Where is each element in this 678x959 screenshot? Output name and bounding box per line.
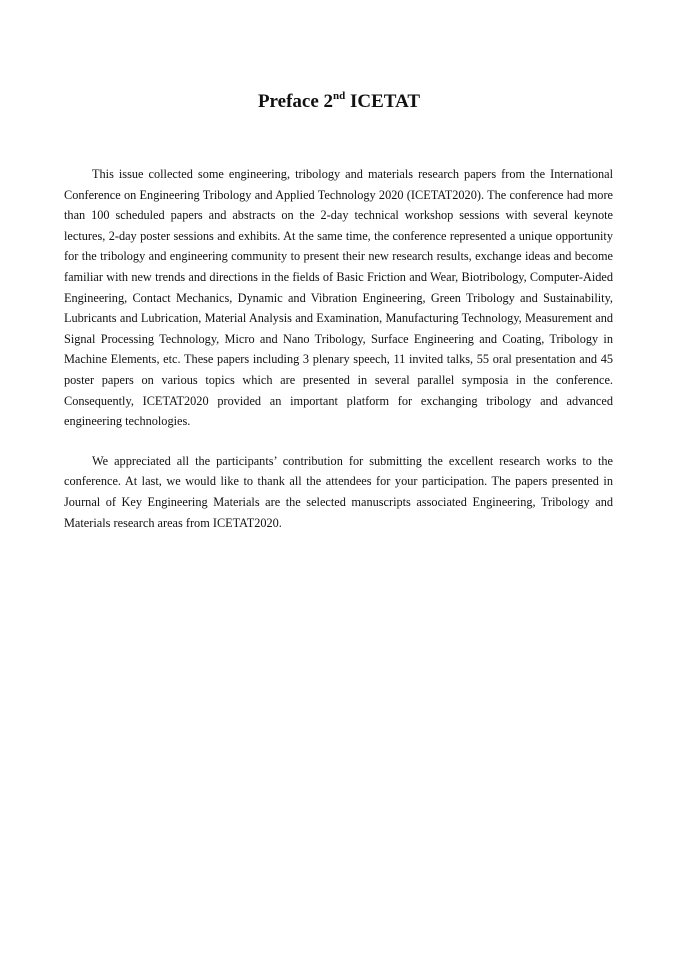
page-title xyxy=(0,88,678,116)
preface-paragraph-2: We appreciated all the participants’ contribution for submitting the excellent research works to the conference. At last, we would like to thank all the attendees for your participation. The papers presented in Journal of Key Engineering Materials are the selected manuscripts associated Engineering, Tribology and Materials research areas from ICETAT2020. xyxy=(64,453,613,530)
title-prefix: Preface 2 xyxy=(257,91,334,112)
preface-body xyxy=(64,164,613,533)
title-suffix: ICETAT xyxy=(345,91,421,112)
title-superscript: nd xyxy=(333,89,346,102)
preface-paragraph-1: This issue collected some engineering, tribology and materials research papers from the International Conference on Engineering Tribology and Applied Technology 2020 (ICETAT2020). The conference had more than 100 scheduled papers and abstracts on the 2-day technical workshop sessions with several keynote lectures, 2-day poster sessions and exhibits. At the same time, the conference represented a unique opportunity for the tribology and engineering community to present their new research results, exchange ideas and become familiar with new trends and directions in the fields of Basic Friction and Wear, Biotribology, Computer-Aided Engineering, Contact Mechanics, Dynamic and Vibration Engineering, Green Tribology and Sustainability, Lubricants and Lubrication, Material Analysis and Examination, Manufacturing Technology, Measurement and Signal Processing Technology, Micro and Nano Tribology, Surface Engineering and Coating, Tribology in Machine Elements, etc. These papers including 3 plenary speech, 11 invited talks, 55 oral presentation and 45 poster papers on various topics which are presented in several parallel symposia in the conference. Consequently, ICETAT2020 provided an important platform for exchanging tribology and advanced engineering technologies. xyxy=(64,167,613,429)
